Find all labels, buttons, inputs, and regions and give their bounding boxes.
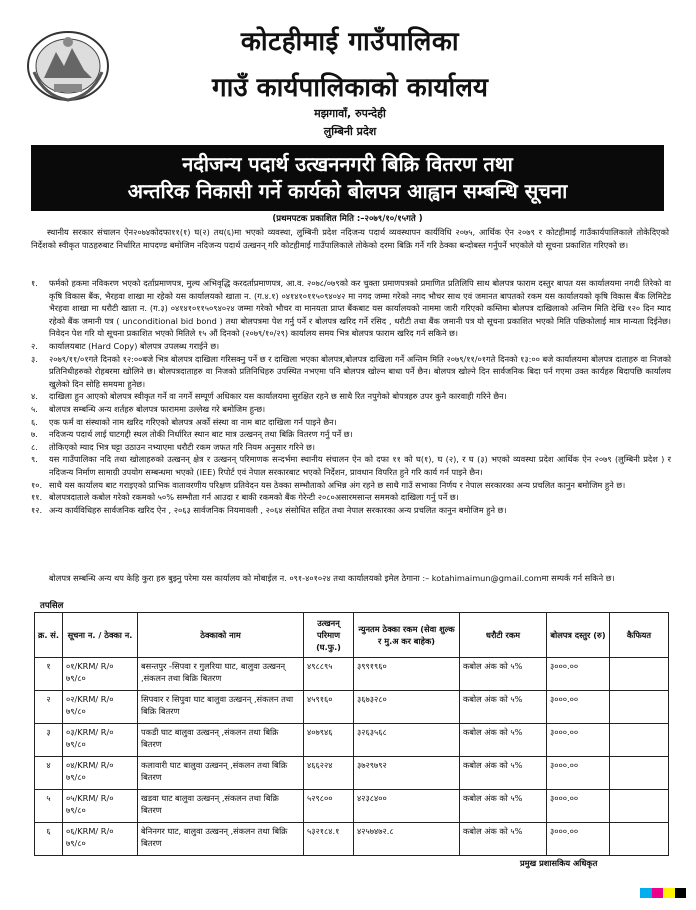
condition-item bbox=[31, 453, 671, 478]
table-cell: ०५/KRM/ R/० ७९/८० bbox=[63, 790, 138, 823]
table-cell: ४५९१६० bbox=[304, 691, 354, 724]
condition-text: एक फर्म वा संस्थाको नाम खरिद गरिएको बोलपत्र अर्को संस्था वा नाम बाट दाखिला गर्न पाइने छैन। bbox=[49, 416, 337, 427]
table-cell: ५ bbox=[35, 790, 63, 823]
table-cell: बेनिनगर घाट, बालुवा उत्खनन् ,संकलन तथा बिक्रि बितरण bbox=[138, 823, 304, 856]
table-cell: ३०००.०० bbox=[547, 691, 610, 724]
table-cell bbox=[610, 724, 669, 757]
table-cell: ३०००.०० bbox=[547, 790, 610, 823]
table-cell: ०१/KRM/ R/० ७९/८० bbox=[63, 658, 138, 691]
condition-item bbox=[31, 504, 671, 517]
table-cell: ३२६३५६८ bbox=[354, 724, 460, 757]
condition-number: ६. bbox=[31, 416, 38, 427]
table-cell: ०२/KRM/ R/० ७९/८० bbox=[63, 691, 138, 724]
column-header: सूचना न. / ठेक्का न. bbox=[63, 613, 138, 658]
contact-paragraph: बोलपत्र सम्बन्धि अन्य थप केहि कुरा हरु बुझ्नु परेमा यस कार्यालय को मोबाईल न. ०९१-४०१०२४ तथा कार्यालयको इमेल ठेगाना :– kotahimaimun@gmail.comमा सम्पर्क गर्न सकिने छ। bbox=[49, 573, 615, 583]
condition-number: १२. bbox=[31, 504, 43, 515]
table-cell: खडवा घाट बालुवा उत्खनन् ,संकलन तथा बिक्रि बितरण bbox=[138, 790, 304, 823]
table-cell: ३९९१९६० bbox=[354, 658, 460, 691]
condition-number: १. bbox=[31, 278, 38, 288]
table-cell: ३६७३२८० bbox=[354, 691, 460, 724]
condition-item bbox=[31, 390, 671, 403]
condition-text: तोकिएको म्याद भित्र घट्टा उठाउन नभ्याएमा धरौटी रकम जफत गरि नियम अनुसार गरिने छ। bbox=[49, 441, 315, 452]
table-cell: २ bbox=[35, 691, 63, 724]
condition-number: ३. bbox=[31, 353, 38, 364]
intro-paragraph: स्थानीय सरकार संचालन ऐन२०७४कोदफा११(१) घ(२) तथ(६)मा भएको व्यवस्था, लुम्बिनी प्रदेश नदिजन्य पदार्थ व्यवस्थापन कार्यविधि २०७५, आर्थिक ऐन २०७९ र कोटहीमाई गाउँकार्यपालिकाले तोकेदिएको निर्देशको स्वीकृत पाठहरुबाट निर्धारित मापदण्ड बमोजिम नदिजन्य पदार्थ उत्खनन् गरि कोटहीमाई गाउँपालिकाले तोकेको दरमा बिक्रि गर्ने गरि ठेक्का बन्दोबस्त गर्नुपर्ने भएकोले यो सूचना प्रकाशित गरिएको छ। bbox=[31, 227, 669, 250]
condition-text: बोलपत्र सम्बन्धि अन्य शर्तहरु बोलपत्र फाराममा उल्लेख गरे बमोजिम हुन्छ। bbox=[49, 403, 266, 414]
table-row bbox=[35, 691, 669, 724]
condition-item bbox=[31, 403, 671, 416]
condition-item bbox=[31, 277, 671, 340]
color-swatch bbox=[675, 888, 687, 898]
table-cell: ४२३८४०० bbox=[354, 790, 460, 823]
table-cell bbox=[610, 823, 669, 856]
nepal-government-emblem-icon bbox=[24, 26, 112, 104]
table-cell: ४९८८९५ bbox=[304, 658, 354, 691]
condition-item bbox=[31, 479, 671, 492]
condition-text: साथै यस कार्यालय बाट गराइएको प्राभिक वातावरणीय परिक्षण प्रतिवेदन यस ठेक्का सम्भौताको अभिन्न अंग रहने छ साथै गाउँ सभाका निर्णय र नेपाल सरकारका अन्य प्रचलित कानुन बमोजिम हुने छ। bbox=[49, 479, 626, 490]
condition-text: नदिजन्य पदार्थ लाई घाटगद्दी स्थल तोकी निर्धारित स्थान बाट मात्र उत्खनन् तथा बिक्रि वितरण गर्नु पर्ने छ। bbox=[49, 429, 353, 440]
condition-text: बोलपत्रदाताले कबोल गरेको रकमको ५०% सम्भौता गर्न आउदा र बाकी रकमको बैंक गेरेन्टी २०८०असारमसान्त सममको दाखिला गर्नु पर्ने छ। bbox=[49, 492, 459, 503]
table-cell: ४६६२२४ bbox=[304, 757, 354, 790]
publication-date: (प्रथमपटक प्रकाशित मिति :–२०७९/१०/१५गते ) bbox=[272, 214, 423, 224]
table-cell: कबोल अंक को ५% bbox=[460, 790, 547, 823]
column-header: न्युनतम ठेक्का रकम (सेवा शुल्क र मु.अ कर बाहेक) bbox=[354, 613, 460, 658]
table-cell: ३०००.०० bbox=[547, 823, 610, 856]
table-cell: ४ bbox=[35, 757, 63, 790]
table-cell: ०३/KRM/ R/० ७९/८० bbox=[63, 724, 138, 757]
notice-heading-banner bbox=[31, 145, 664, 211]
table-cell: ४०७९४६ bbox=[304, 724, 354, 757]
table-row bbox=[35, 757, 669, 790]
table-cell: कबोल अंक को ५% bbox=[460, 757, 547, 790]
condition-text: दाखिला हुन आएको बोलपत्र स्वीकृत गर्ने वा नगर्ने सम्पूर्ण अधिकार यस कार्यालयमा सुरक्षित रहने छ साथै रित नपुगेको बोपत्रहरु उपर कुनै कारवाही गरिने छैन। bbox=[49, 391, 507, 402]
table-cell: पकडी घाट बालुवा उत्खनन् ,संकलन तथा बिक्रि बितरण bbox=[138, 724, 304, 757]
table-row bbox=[35, 823, 669, 856]
table-cell bbox=[610, 790, 669, 823]
condition-number: ९. bbox=[31, 454, 38, 465]
table-cell: कबोल अंक को ५% bbox=[460, 724, 547, 757]
table-cell: कबोल अंक को ५% bbox=[460, 823, 547, 856]
condition-text: कार्यालयबाट (Hard Copy) बोलपत्र उपलब्ध गराईने छ। bbox=[49, 340, 220, 351]
office-title: गाउँ कार्यपालिकाको कार्यालय bbox=[212, 73, 488, 103]
table-cell: ०४/KRM/ R/० ७९/८० bbox=[63, 757, 138, 790]
condition-number: ११. bbox=[31, 492, 43, 503]
color-swatch bbox=[652, 888, 664, 898]
condition-number: २. bbox=[31, 340, 38, 351]
banner-line-1: नदीजन्य पदार्थ उत्खननगरी बिक्रि वितरण तथा bbox=[182, 152, 513, 176]
condition-number: १०. bbox=[31, 479, 43, 490]
condition-item bbox=[31, 428, 671, 441]
table-cell: ३०००.०० bbox=[547, 724, 610, 757]
table-cell: १ bbox=[35, 658, 63, 691]
table-cell bbox=[610, 757, 669, 790]
table-row bbox=[35, 724, 669, 757]
table-cell: ३०००.०० bbox=[547, 757, 610, 790]
column-header: बोलपत्र दस्तुर (रु) bbox=[547, 613, 610, 658]
column-header: ठेक्काको नाम bbox=[138, 613, 304, 658]
color-swatch bbox=[640, 888, 652, 898]
condition-number: ४. bbox=[31, 391, 38, 402]
table-cell: कबोल अंक को ५% bbox=[460, 658, 547, 691]
signatory-title: प्रमुख प्रशासकिय अधिकृत bbox=[520, 858, 598, 868]
condition-text: २०७९/११/०१गते दिनको १२:००बजे भित्र बोलपत्र दाखिला गरिसक्नु पर्ने छ र दाखिला भएका बोलपत्र,बोलपत्र दाखिला गर्ने अन्तिम मिति २०७९/११/०१गते दिनको १३:०० बजे कार्यालयमा बोलपत्र दाताहरु वा निजको प्रतिनिधीहरुको रोहबरमा खोलिने छ। बोलपत्रदाताहरु वा निजको प्रतिनिधिहरु उपस्थित नभएमा पनि बोलपत्र खोल्न बाधा पर्ने छैन। बोलपत्र खोल्ने दिन सार्वजनिक बिदा पर्न गएमा उक्त कार्यहरु बिदापछि कार्यालय खुलेको दिन सोहि समयमा हुनेछ। bbox=[49, 353, 671, 389]
condition-text: यस गाउँपालिका नदि तथा खोलाहरुको उत्खनन् क्षेत्र र उत्खनन् परिमाणक सन्दर्भमा स्थानीय संचालन ऐन को दफा ११ को घ(१), घ (२), र घ (३) भएको व्यवस्था प्रदेश आर्थिक ऐन २०७९ (लुम्बिनी प्रदेश ) र नदिजन्य निर्माण सामाग्री उपयोग सम्बन्धमा भएको (IEE) रिपोर्ट एवं नेपाल सरकारबाट भएको निर्देशन, प्रावधान विपरित हुने गरि कार्य गर्न पाइने छैन। bbox=[49, 454, 671, 477]
table-cell: ३ bbox=[35, 724, 63, 757]
condition-number: ५. bbox=[31, 403, 38, 414]
conditions-list bbox=[31, 277, 671, 516]
condition-item bbox=[31, 353, 671, 391]
tender-schedule-table bbox=[34, 612, 669, 856]
municipality-title: कोटहीमाई गाउँपालिका bbox=[240, 27, 460, 57]
condition-number: ७. bbox=[31, 429, 38, 440]
condition-item bbox=[31, 491, 671, 504]
condition-item bbox=[31, 340, 671, 353]
table-cell: ०६/KRM/ R/० ७९/८० bbox=[63, 823, 138, 856]
table-cell: ४२५७४७२.८ bbox=[354, 823, 460, 856]
print-color-strip bbox=[640, 888, 686, 898]
banner-line-2: अन्तरिक निकासी गर्ने कार्यको बोलपत्र आह्वान सम्बन्धि सूचना bbox=[127, 179, 568, 203]
province: लुम्बिनी प्रदेश bbox=[323, 125, 377, 138]
table-cell: ३७२९७९२ bbox=[354, 757, 460, 790]
condition-text: फर्मको हकमा नविकरण भएको दर्ताप्रमाणपत्र, मुल्य अभिवृद्धि करदर्ताप्रमाणपत्र, आ.व. २०७८/०७९को कर चुक्ता प्रमाणपत्रको प्रमाणित प्रतिलिपि साथ बोलपत्र फाराम दस्तुर बापत यस कार्यालयमा नगदी तिरेको वा कृषि विकास बैंक, भैरहवा शाखा मा रहेको यस कार्यालयको खाता न. (ग.४.१) ०४१४१०११५०९४०४२ मा नगद जम्मा गरेको नगद भौचर साथ एवं जमानत बापतको रकम यस कार्यालयको कृषि विकास बैंक लिमिटेड भैरहवा शाखा मा धरौटी खाता न. (ग.३) ०४१४१०११५०९४०२४ जम्मा गरेको भौचर वा मानयता प्राप्त बैंकबाट यस कार्यालयको नाममा जारी गरिएको कम्तिमा बोलपत्र दाखिलाको अन्तिम मिति देखि १२० दिन म्याद रहेको बैंक जमानी पत्र ( unconditional bid bond ) तथा बोलपत्रमा पेश गर्नु पर्ने र बोलपत्र खरिद गर्ने रसिद , धरौटी तथा बैंक जमानी पत्र यो सूचना प्रकाशित भएको मिति पछिकोलाई मात्र मान्यता दिईनेछ। निवेदन पेश गरि यो सूचना प्रकाशित भएको मितिले १५ औं दिनको (२०७९/१०/२९) कार्यालय समय भित्र बोलपत्र फाराम खरिद गर्न सकिने छ। bbox=[49, 278, 671, 339]
table-row bbox=[35, 790, 669, 823]
condition-item bbox=[31, 416, 671, 429]
table-cell: ५३२१८४.१ bbox=[304, 823, 354, 856]
table-header-row bbox=[35, 613, 669, 658]
address: मझगावाँ, रुपन्देही bbox=[314, 107, 386, 120]
schedule-label: तपसिल bbox=[40, 601, 64, 611]
table-cell bbox=[610, 658, 669, 691]
table-cell: कबोल अंक को ५% bbox=[460, 691, 547, 724]
table-cell bbox=[610, 691, 669, 724]
table-cell: बसन्तपुर -सिपवा र गुलरिया घाट, बालुवा उत्खनन् ,संकलन तथा बिक्रि बितरण bbox=[138, 658, 304, 691]
color-swatch bbox=[663, 888, 675, 898]
column-header: धरौटी रकम bbox=[460, 613, 547, 658]
table-cell: ३०००.०० bbox=[547, 658, 610, 691]
table-cell: कलावारी घाट बालुवा उत्खनन् ,संकलन तथा बिक्रि बितरण bbox=[138, 757, 304, 790]
column-header: कैफियत bbox=[610, 613, 669, 658]
table-cell: सिपवार र सिपुवा घाट बालुवा उत्खनन् ,संकलन तथा बिक्रि बितरण bbox=[138, 691, 304, 724]
table-cell: ५२९८०० bbox=[304, 790, 354, 823]
column-header: उत्खनन् परिमाण (घ.फु.) bbox=[304, 613, 354, 658]
column-header: क्र. सं. bbox=[35, 613, 63, 658]
table-cell: ६ bbox=[35, 823, 63, 856]
condition-text: अन्य कार्यविधिहरु सार्वजनिक खरिद ऐन , २०६३ सार्वजनिक नियमावली , २०६४ संसोधित सहित तथा नेपाल सरकारका अन्य प्रचलित कानुन बमोजिम हुने छ। bbox=[49, 504, 507, 515]
condition-item bbox=[31, 441, 671, 454]
table-row bbox=[35, 658, 669, 691]
condition-number: ८. bbox=[31, 441, 38, 452]
